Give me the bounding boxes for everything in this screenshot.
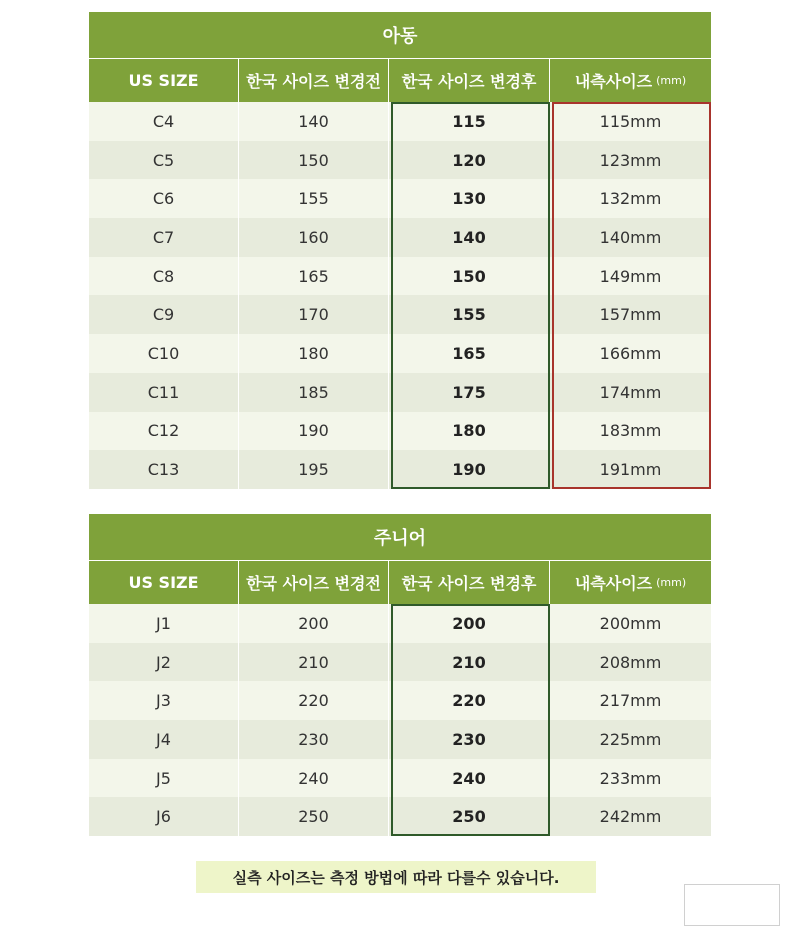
header-kr-before: 한국 사이즈 변경전 [239, 561, 389, 604]
junior-table-body [89, 604, 711, 836]
cell-inner-size: 242mm [599, 807, 662, 827]
cell-inner-size: 200mm [599, 613, 662, 633]
cell-us-size: C8 [89, 257, 239, 296]
corner-box [684, 884, 780, 926]
header-inner-size-label: 내측사이즈 [574, 72, 653, 91]
cell-us-size: J6 [89, 797, 239, 836]
cell-kr-after: 180 [389, 412, 550, 451]
header-kr-after: 한국 사이즈 변경후 [389, 59, 550, 102]
cell-kr-after: 165 [389, 334, 550, 373]
cell-kr-after: 250 [389, 797, 550, 836]
cell-kr-before: 155 [239, 179, 389, 218]
cell-kr-after: 190 [389, 450, 550, 489]
kids-size-table [89, 12, 711, 489]
junior-header-row [89, 561, 711, 604]
cell-us-size: C6 [89, 179, 239, 218]
cell-us-size: C12 [89, 412, 239, 451]
cell-kr-after: 175 [389, 373, 550, 412]
header-kr-before: 한국 사이즈 변경전 [239, 59, 389, 102]
cell-inner-size: 123mm [599, 150, 662, 170]
cell-us-size: J3 [89, 681, 239, 720]
cell-kr-after: 210 [389, 643, 550, 682]
header-us-size: US SIZE [89, 59, 239, 102]
cell-kr-before: 170 [239, 295, 389, 334]
kids-table-body [89, 102, 711, 489]
cell-us-size: J5 [89, 759, 239, 798]
table-row [89, 604, 711, 643]
table-row [89, 141, 711, 180]
header-inner-size [550, 561, 711, 604]
cell-inner-size: 233mm [599, 768, 662, 788]
cell-inner-size: 115mm [599, 111, 662, 131]
table-row [89, 334, 711, 373]
cell-inner-size: 140mm [599, 227, 662, 247]
cell-kr-after: 230 [389, 720, 550, 759]
table-row [89, 102, 711, 141]
cell-kr-before: 240 [239, 759, 389, 798]
cell-inner-size: 166mm [599, 343, 662, 363]
cell-kr-before: 150 [239, 141, 389, 180]
cell-kr-before: 160 [239, 218, 389, 257]
table-row [89, 179, 711, 218]
table-row [89, 257, 711, 296]
table-row [89, 681, 711, 720]
header-us-size: US SIZE [89, 561, 239, 604]
cell-inner-size: 174mm [599, 382, 662, 402]
kids-header-row [89, 59, 711, 102]
cell-kr-before: 140 [239, 102, 389, 141]
cell-kr-before: 220 [239, 681, 389, 720]
cell-inner-size: 157mm [599, 305, 662, 325]
table-row [89, 450, 711, 489]
cell-kr-after: 240 [389, 759, 550, 798]
measurement-note: 실측 사이즈는 측정 방법에 따라 다를수 있습니다. [196, 861, 596, 893]
table-row [89, 643, 711, 682]
cell-us-size: C4 [89, 102, 239, 141]
cell-kr-after: 115 [389, 102, 550, 141]
cell-kr-before: 210 [239, 643, 389, 682]
cell-inner-size: 149mm [599, 266, 662, 286]
cell-kr-after: 130 [389, 179, 550, 218]
cell-us-size: C11 [89, 373, 239, 412]
cell-inner-size: 217mm [599, 691, 662, 711]
cell-us-size: C5 [89, 141, 239, 180]
header-kr-after: 한국 사이즈 변경후 [389, 561, 550, 604]
cell-kr-after: 220 [389, 681, 550, 720]
header-inner-size-unit: (mm) [656, 576, 687, 589]
cell-us-size: C13 [89, 450, 239, 489]
cell-inner-size: 183mm [599, 421, 662, 441]
header-inner-size-unit: (mm) [656, 74, 687, 87]
cell-us-size: J2 [89, 643, 239, 682]
cell-kr-before: 250 [239, 797, 389, 836]
cell-kr-before: 195 [239, 450, 389, 489]
cell-inner-size: 208mm [599, 652, 662, 672]
cell-kr-before: 180 [239, 334, 389, 373]
table-row [89, 373, 711, 412]
kids-table-title: 아동 [89, 12, 711, 59]
cell-us-size: C9 [89, 295, 239, 334]
cell-kr-after: 120 [389, 141, 550, 180]
cell-kr-before: 185 [239, 373, 389, 412]
table-row [89, 759, 711, 798]
cell-us-size: J1 [89, 604, 239, 643]
junior-table-title: 주니어 [89, 514, 711, 561]
cell-kr-after: 150 [389, 257, 550, 296]
cell-kr-before: 165 [239, 257, 389, 296]
cell-inner-size: 132mm [599, 189, 662, 209]
cell-inner-size: 225mm [599, 729, 662, 749]
table-row [89, 295, 711, 334]
cell-kr-before: 190 [239, 412, 389, 451]
cell-inner-size: 191mm [599, 460, 662, 480]
table-row [89, 720, 711, 759]
cell-us-size: J4 [89, 720, 239, 759]
cell-kr-before: 230 [239, 720, 389, 759]
header-inner-size-label: 내측사이즈 [574, 574, 653, 593]
cell-kr-after: 140 [389, 218, 550, 257]
cell-kr-after: 200 [389, 604, 550, 643]
table-row [89, 412, 711, 451]
header-inner-size [550, 59, 711, 102]
cell-kr-before: 200 [239, 604, 389, 643]
junior-size-table [89, 514, 711, 836]
table-row [89, 218, 711, 257]
table-row [89, 797, 711, 836]
cell-us-size: C7 [89, 218, 239, 257]
cell-kr-after: 155 [389, 295, 550, 334]
cell-us-size: C10 [89, 334, 239, 373]
